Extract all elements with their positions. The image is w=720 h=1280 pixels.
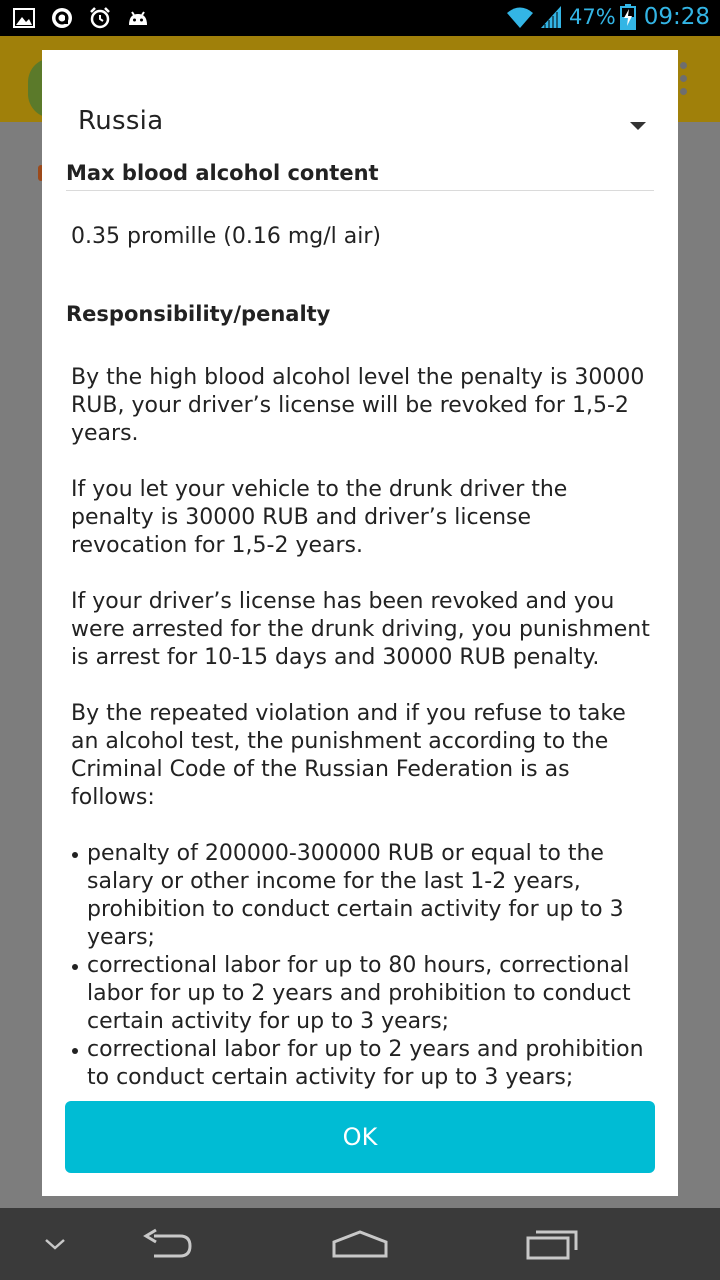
hide-keyboard-button[interactable] <box>20 1208 90 1280</box>
signal-icon <box>539 4 563 30</box>
recents-button[interactable] <box>512 1208 592 1280</box>
dialog-content[interactable] <box>66 145 656 1090</box>
android-icon <box>126 6 150 30</box>
home-button[interactable] <box>320 1208 400 1280</box>
ok-button[interactable]: OK <box>65 1101 655 1173</box>
list-item: correctional labor for up to 80 hours, correctional labor for up to 2 years and prohibition to conduct certain activity for up to 3 years; <box>71 952 651 1036</box>
bac-value: 0.35 promille (0.16 mg/l air) <box>71 224 381 249</box>
country-info-dialog <box>42 50 678 1196</box>
back-icon <box>140 1228 196 1260</box>
battery-charging-icon <box>620 4 636 30</box>
list-item: correctional labor for up to 2 years and prohibition to conduct certain activity for up to 3 years; <box>71 1036 651 1092</box>
overflow-menu-icon <box>680 62 690 101</box>
battery-percent: 47% <box>569 5 616 29</box>
dropdown-arrow-icon <box>630 122 646 130</box>
penalty-heading: Responsibility/penalty <box>66 302 331 326</box>
status-bar <box>0 0 720 36</box>
wifi-icon <box>505 4 535 30</box>
alarm-clock-icon <box>88 6 112 30</box>
list-item: penalty of 200000-300000 RUB or equal to the salary or other income for the last 1-2 years, prohibition to conduct certain activity for up to 3 years; <box>71 840 651 952</box>
bac-heading: Max blood alcohol content <box>66 161 379 185</box>
alarm-circle-icon <box>50 6 74 30</box>
penalty-paragraph: If your driver’s license has been revoked and you were arrested for the drunk driving, you punishment is arrest for 10-15 days and 30000 RUB penalty. <box>71 589 650 670</box>
back-button[interactable] <box>128 1208 208 1280</box>
penalty-paragraph: By the repeated violation and if you refuse to take an alcohol test, the punishment according to the Criminal Code of the Russian Federation is as follows: <box>71 701 626 810</box>
punishment-list <box>71 840 651 1092</box>
chevron-down-icon <box>42 1235 68 1253</box>
country-spinner-value: Russia <box>78 106 164 136</box>
home-icon <box>330 1228 390 1260</box>
image-icon <box>12 6 36 30</box>
penalty-paragraph: By the high blood alcohol level the penalty is 30000 RUB, your driver’s license will be revoked for 1,5-2 years. <box>71 365 645 446</box>
recents-icon <box>524 1228 580 1260</box>
penalty-text <box>71 364 651 1092</box>
penalty-paragraph: If you let your vehicle to the drunk driver the penalty is 30000 RUB and driver’s license revocation for 1,5-2 years. <box>71 477 568 558</box>
navigation-bar <box>0 1208 720 1280</box>
clock: 09:28 <box>643 4 710 30</box>
